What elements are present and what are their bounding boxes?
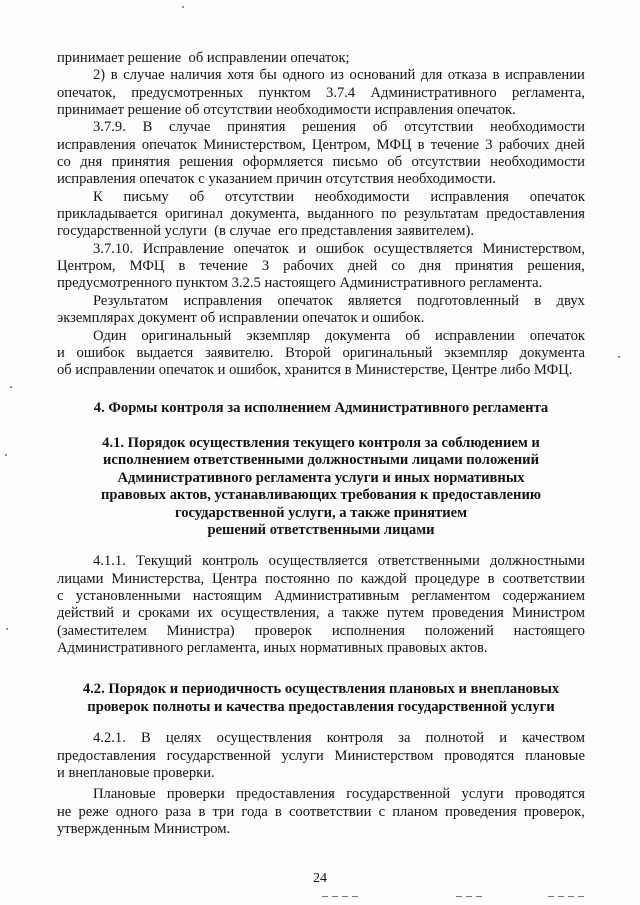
text-line: государственной услуги (в случае его представления заявителем). bbox=[57, 223, 474, 240]
paragraph bbox=[57, 67, 585, 119]
text-line: предоставления государственной услуги Министерством проводятся плановые bbox=[57, 747, 585, 764]
heading-line: 4.1. Порядок осуществления текущего контроля за соблюдением и bbox=[102, 434, 540, 451]
text-line: Результатом исправления опечаток является подготовленный в двух bbox=[93, 292, 585, 309]
text-line: экземплярах документ об исправлении опечаток и ошибок. bbox=[57, 310, 425, 327]
paragraph bbox=[57, 119, 585, 188]
text-line: 3.7.10. Исправление опечаток и ошибок осуществляется Министерством, bbox=[93, 240, 585, 257]
text-line: предусмотренного пунктом 3.2.5 настоящего Административного регламента. bbox=[57, 275, 543, 292]
page-number: 24 bbox=[313, 871, 327, 886]
scan-speck bbox=[10, 386, 12, 388]
heading-line: проверок полноты и качества предоставления государственной услуги bbox=[87, 698, 555, 715]
document-body bbox=[57, 50, 585, 838]
text-line: Плановые проверки предоставления государственной услуги проводятся bbox=[93, 786, 585, 803]
text-line: Центром, МФЦ в течение 3 рабочих дней со дня принятия решения, bbox=[57, 258, 585, 275]
section-heading bbox=[57, 400, 585, 417]
text-line: и ошибок выдается заявителю. Второй оригинальный экземпляр документа bbox=[57, 344, 585, 361]
subsection-heading bbox=[57, 681, 585, 716]
text-line: с установленными настоящим Административным регламентом содержанием bbox=[57, 588, 585, 605]
text-line: 4.2.1. В целях осуществления контроля за полнотой и качеством bbox=[93, 730, 585, 747]
text-line: действий и сроками их осуществления, а также путем проведения Министром bbox=[57, 605, 585, 622]
text-line: прикладывается оригинал документа, выданного по результатам предоставления bbox=[57, 206, 585, 223]
heading-line: 4.2. Порядок и периодичность осуществления плановых и внеплановых bbox=[82, 681, 560, 698]
paragraph bbox=[57, 730, 585, 782]
paragraph bbox=[57, 293, 585, 328]
heading-line: правовых актов, устанавливающих требования к предоставлению bbox=[100, 487, 542, 504]
text-line: К письму об отсутствии необходимости исправления опечаток bbox=[93, 188, 585, 205]
text-line: принимает решение об исправлении опечаток; bbox=[57, 50, 350, 66]
scan-edge-mark bbox=[322, 896, 360, 897]
scan-speck bbox=[618, 356, 620, 358]
scan-speck bbox=[182, 6, 184, 8]
scan-speck bbox=[6, 628, 8, 630]
text-line: исправления опечаток Министерством, Центром, МФЦ в течение 3 рабочих дней bbox=[57, 136, 585, 153]
text-line: опечаток, предусмотренных пунктом 3.7.4 Административного регламента, bbox=[57, 84, 585, 101]
text-line: принимает решение об отсутствии необходимости исправления опечаток. bbox=[57, 102, 516, 119]
text-line: (заместителем Министра) проверок исполнения положений настоящего bbox=[57, 622, 585, 639]
heading-line: решений ответственными лицами bbox=[207, 521, 435, 538]
text-line: 4.1.1. Текущий контроль осуществляется ответственными должностными bbox=[93, 553, 585, 570]
paragraph bbox=[57, 50, 585, 67]
paragraph bbox=[57, 189, 585, 241]
heading-line: государственной услуги, а также принятием bbox=[174, 504, 468, 521]
text-line: исправления опечаток с указанием причин отсутствия необходимости. bbox=[57, 171, 496, 188]
paragraph bbox=[57, 241, 585, 293]
scan-edge-mark bbox=[548, 896, 588, 897]
text-line: утвержденным Министром. bbox=[57, 820, 231, 837]
text-line: 2) в случае наличия хотя бы одного из оснований для отказа в исправлении bbox=[93, 67, 585, 84]
text-line: Административного регламента, иных нормативных правовых актов. bbox=[57, 640, 488, 657]
text-line: об исправлении опечаток и ошибок, хранится в Министерстве, Центре либо МФЦ. bbox=[57, 362, 573, 379]
paragraph bbox=[57, 328, 585, 380]
text-line: со дня принятия решения оформляется письмо об отсутствии необходимости bbox=[57, 154, 585, 171]
text-line: не реже одного раза в три года в соответствии с планом проведения проверок, bbox=[57, 803, 585, 820]
subsection-heading bbox=[57, 435, 585, 539]
text-line: 3.7.9. В случае принятия решения об отсутствии необходимости bbox=[93, 119, 585, 136]
paragraph bbox=[57, 553, 585, 657]
heading-line: исполнением ответственными должностными лицами положений bbox=[103, 452, 539, 469]
heading-line: 4. Формы контроля за исполнением Административного регламента bbox=[93, 399, 549, 416]
scan-edge-mark bbox=[456, 896, 486, 897]
text-line: Один оригинальный экземпляр документа об исправлении опечаток bbox=[93, 327, 585, 344]
heading-line: Административного регламента услуги и иных нормативных bbox=[117, 469, 525, 486]
scan-speck bbox=[5, 454, 7, 456]
text-line: лицами Министерства, Центра постоянно по каждой процедуре в соответствии bbox=[57, 570, 585, 587]
text-line: и внеплановые проверки. bbox=[57, 764, 215, 781]
paragraph bbox=[57, 786, 585, 838]
